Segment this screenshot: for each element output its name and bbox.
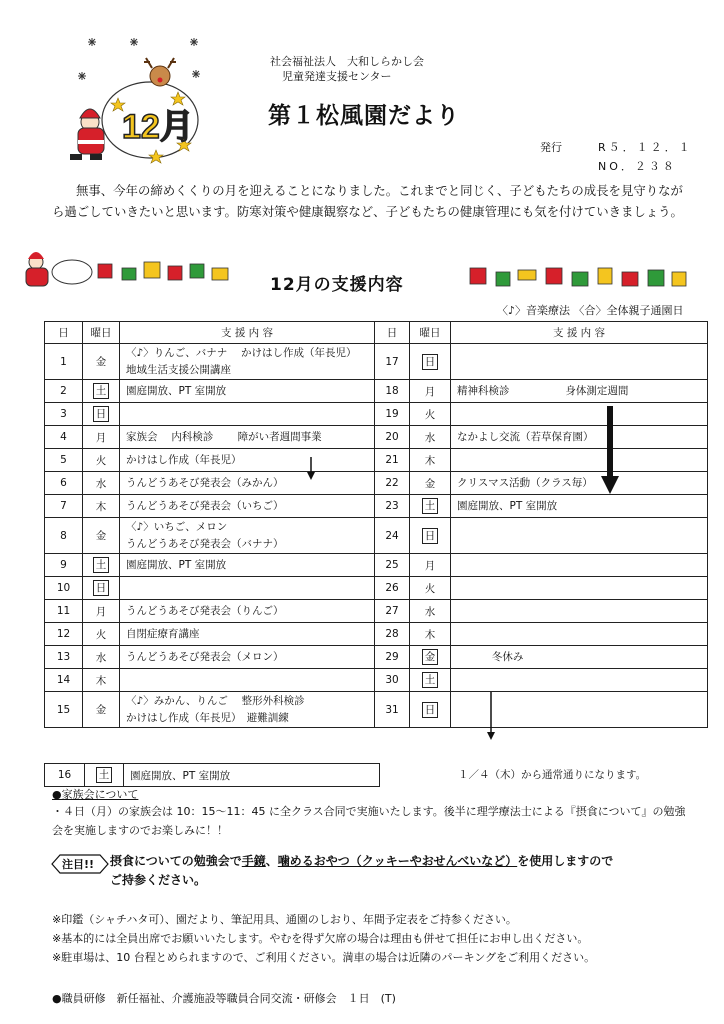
page-title: 第１松風園だより xyxy=(268,103,460,129)
weekday-cell xyxy=(83,600,120,623)
weekday-value: 木 xyxy=(424,628,436,641)
day-cell: 3 xyxy=(45,403,83,426)
weekday-value: 月 xyxy=(424,559,436,572)
snowflake-icon xyxy=(78,38,200,80)
content-cell xyxy=(120,495,375,518)
attention-snacks: 噛めるおやつ（クッキーやおせんべいなど） xyxy=(277,854,518,868)
content-line: 〈♪〉いちご、メロン xyxy=(126,520,228,533)
attention-part: 摂食についての勉強会で xyxy=(110,854,242,868)
weekday-cell xyxy=(410,692,451,728)
attention-line-2: ご持参ください。 xyxy=(110,873,207,887)
weekday-cell xyxy=(410,380,451,403)
santa-icon xyxy=(70,109,104,160)
weekday-value: 日 xyxy=(422,528,439,544)
content-line: かけはし作成（年長児） 避難訓練 xyxy=(126,711,289,724)
weekday-value: 月 xyxy=(424,385,436,398)
table-row xyxy=(45,344,708,380)
attention-text xyxy=(110,852,613,890)
staff-training: ●職員研修 新任福祉、介護施設等職員合同交流・研修会 １日 (T) xyxy=(52,992,396,1005)
content-cell: 冬休み xyxy=(451,646,708,669)
content-line: かけはし作成（年長児） xyxy=(126,453,242,466)
weekday-cell xyxy=(410,518,451,554)
day-cell: 5 xyxy=(45,449,83,472)
content-cell xyxy=(451,692,708,728)
day-cell: 19 xyxy=(375,403,410,426)
weekday-cell xyxy=(83,344,120,380)
content-cell xyxy=(120,380,375,403)
issue-date: R５．１２．１ xyxy=(598,141,693,154)
table-row xyxy=(45,426,708,449)
gift-icon xyxy=(470,268,686,286)
day-cell: 9 xyxy=(45,554,83,577)
weekday-cell xyxy=(83,449,120,472)
attention-part: を使用しますので xyxy=(517,854,614,868)
table-row xyxy=(45,577,708,600)
attention-badge-label: 注目!! xyxy=(62,858,95,871)
weekday-value: 日 xyxy=(422,702,439,718)
content-cell xyxy=(120,577,375,600)
content-line: うんどうあそび発表会（いちご） xyxy=(126,499,284,512)
weekday-cell xyxy=(83,495,120,518)
weekday-cell xyxy=(410,600,451,623)
day-cell: 27 xyxy=(375,600,410,623)
header-weekday: 曜日 xyxy=(83,322,120,344)
table-row xyxy=(45,380,708,403)
table-row xyxy=(45,472,708,495)
content-cell xyxy=(120,344,375,380)
weekday-value: 水 xyxy=(95,651,107,664)
day-cell: 18 xyxy=(375,380,410,403)
weekday-value: 水 xyxy=(424,431,436,444)
weekday-cell xyxy=(83,472,120,495)
content-line: 家族会 内科検診 障がい者週間事業 xyxy=(126,430,322,443)
content-line: 園庭開放、PT 室開放 xyxy=(126,384,227,397)
content-cell xyxy=(120,403,375,426)
content-cell xyxy=(120,623,375,646)
day-cell: 11 xyxy=(45,600,83,623)
weekday-value: 日 xyxy=(422,354,439,370)
weekday-value: 月 xyxy=(95,605,107,618)
weekday-value: 火 xyxy=(424,408,436,421)
content-line: 自閉症療育講座 xyxy=(126,627,200,640)
day-cell: 6 xyxy=(45,472,83,495)
day-cell: 30 xyxy=(375,669,410,692)
weekday-cell xyxy=(410,472,451,495)
content-line: うんどうあそび発表会（りんご） xyxy=(126,604,284,617)
content-cell xyxy=(451,403,708,426)
content-cell xyxy=(120,600,375,623)
weekday-value: 金 xyxy=(424,477,436,490)
content-line: 地域生活支援公開講座 xyxy=(126,363,231,376)
day-cell: 15 xyxy=(45,692,83,728)
day-cell: 20 xyxy=(375,426,410,449)
day-cell: 24 xyxy=(375,518,410,554)
weekday-value: 土 xyxy=(96,767,113,783)
weekday-value: 日 xyxy=(93,580,110,596)
content-cell xyxy=(451,344,708,380)
content-cell xyxy=(451,577,708,600)
weekday-value: 金 xyxy=(422,649,439,665)
weekday-value: 火 xyxy=(95,628,107,641)
content-cell xyxy=(120,518,375,554)
schedule-row-16 xyxy=(44,763,380,787)
weekday-cell xyxy=(410,403,451,426)
weekday-value: 土 xyxy=(422,672,439,688)
issue-label: 発行 xyxy=(540,141,562,154)
weekday-cell xyxy=(83,669,120,692)
weekday-value: 金 xyxy=(95,530,107,542)
santa-icon xyxy=(26,252,48,286)
weekday-cell xyxy=(83,426,120,449)
table-row xyxy=(45,518,708,554)
day-cell: 1 xyxy=(45,344,83,380)
weekday-cell xyxy=(83,577,120,600)
weekday-cell xyxy=(410,646,451,669)
weekday-value: 金 xyxy=(95,704,107,716)
content-cell xyxy=(120,449,375,472)
weekday-value: 月 xyxy=(95,431,107,444)
header-weekday-2: 曜日 xyxy=(410,322,451,344)
table-row xyxy=(45,403,708,426)
weekday-cell xyxy=(410,554,451,577)
content-cell: なかよし交流（若草保育園） xyxy=(451,426,708,449)
table-row xyxy=(45,449,708,472)
gift-icon xyxy=(98,262,228,280)
day-cell: 17 xyxy=(375,344,410,380)
weekday-cell xyxy=(410,344,451,380)
weekday-value: 火 xyxy=(424,582,436,595)
weekday-value: 水 xyxy=(95,477,107,490)
content-cell xyxy=(120,472,375,495)
weekday-cell xyxy=(410,577,451,600)
content-cell xyxy=(451,554,708,577)
weekday-value: 金 xyxy=(95,356,107,368)
weekday-value: 日 xyxy=(93,406,110,422)
weekday-value: 木 xyxy=(95,674,107,687)
content-cell xyxy=(451,600,708,623)
day-cell: 16 xyxy=(45,764,85,787)
weekday-value: 木 xyxy=(95,500,107,513)
content-cell xyxy=(120,669,375,692)
day-cell: 26 xyxy=(375,577,410,600)
day-cell: 12 xyxy=(45,623,83,646)
family-meeting-heading: ●家族会について xyxy=(52,788,139,801)
weekday-cell xyxy=(83,403,120,426)
weekday-value: 水 xyxy=(424,605,436,618)
december-illustration xyxy=(60,28,210,168)
attention-hand-mirror: 手鏡 xyxy=(241,854,266,868)
weekday-value: 木 xyxy=(424,454,436,467)
weekday-cell xyxy=(83,646,120,669)
content-line: うんどうあそび発表会（メロン） xyxy=(126,650,284,663)
day-cell: 28 xyxy=(375,623,410,646)
issue-number: NO．２３８ xyxy=(598,160,677,173)
table-row xyxy=(45,495,708,518)
gift-sack xyxy=(52,260,92,284)
weekday-cell xyxy=(410,495,451,518)
day-cell: 13 xyxy=(45,646,83,669)
org-line-1: 社会福祉法人 大和しらかし会 xyxy=(270,55,424,68)
gifts-banner-right xyxy=(466,262,696,296)
table-row xyxy=(45,646,708,669)
day-cell: 29 xyxy=(375,646,410,669)
org-line-2: 児童発達支援センター xyxy=(282,70,392,83)
weekday-cell xyxy=(410,426,451,449)
content-cell xyxy=(120,426,375,449)
note-item: ※基本的には全員出席でお願いいたします。やむを得ず欠席の場合は理由も併せて担任にお申し出ください。 xyxy=(52,932,589,945)
table-row xyxy=(45,623,708,646)
table-row xyxy=(45,554,708,577)
header-day: 日 xyxy=(45,322,83,344)
day-cell: 31 xyxy=(375,692,410,728)
table-row xyxy=(45,692,708,728)
attention-part: 、 xyxy=(265,854,278,868)
weekday-value: 土 xyxy=(93,383,110,399)
month-badge: 12月 xyxy=(122,108,194,146)
content-cell xyxy=(451,449,708,472)
schedule-table xyxy=(44,321,708,728)
organization-block xyxy=(270,54,424,84)
day-cell: 22 xyxy=(375,472,410,495)
content-line: うんどうあそび発表会（バナナ） xyxy=(126,537,284,550)
day-cell: 23 xyxy=(375,495,410,518)
weekday-cell xyxy=(83,554,120,577)
day-cell: 2 xyxy=(45,380,83,403)
content-cell xyxy=(451,623,708,646)
header-day-2: 日 xyxy=(375,322,410,344)
day-cell: 25 xyxy=(375,554,410,577)
content-cell xyxy=(120,646,375,669)
notes-list xyxy=(52,910,595,967)
note-item: ※駐車場は、10 台程とめられますので、ご利用ください。満車の場合は近隣のパーキングをご利用ください。 xyxy=(52,951,596,964)
content-cell xyxy=(120,554,375,577)
legend: 〈♪〉音楽療法 〈合〉全体親子通園日 xyxy=(497,304,684,317)
content-cell xyxy=(451,669,708,692)
day-cell: 8 xyxy=(45,518,83,554)
content-line: 〈♪〉りんご、バナナ かけはし作成（年長児） xyxy=(126,346,357,359)
family-meeting-body: ・４日（月）の家族会は 10：15～11：45 に全クラス合同で実施いたします。後半に理学療法士による『摂食について』の勉強会を実施しますのでお楽しみに！！ xyxy=(52,805,686,837)
content-cell: 園庭開放、PT 室開放 xyxy=(124,764,380,787)
day-cell: 4 xyxy=(45,426,83,449)
issue-info xyxy=(540,138,693,176)
content-line: 〈♪〉みかん、りんご 整形外科検診 xyxy=(126,694,305,707)
content-line: うんどうあそび発表会（みかん） xyxy=(126,476,284,489)
weekday-value: 土 xyxy=(93,557,110,573)
weekday-cell xyxy=(83,380,120,403)
content-cell: クリスマス活動（クラス毎） xyxy=(451,472,708,495)
weekday-cell xyxy=(85,764,124,787)
weekday-cell xyxy=(410,669,451,692)
weekday-cell xyxy=(83,692,120,728)
weekday-value: 土 xyxy=(422,498,439,514)
day-cell: 7 xyxy=(45,495,83,518)
content-cell xyxy=(451,518,708,554)
intro-paragraph: 無事、今年の締めくくりの月を迎えることになりました。これまでと同じく、子どもたちの成長を見守りながら過ごしていきたいと思います。防寒対策や健康観察など、子どもたちの健康管理にも気を付けていきましょう。 xyxy=(52,183,683,219)
weekday-cell xyxy=(410,449,451,472)
content-cell xyxy=(120,692,375,728)
table-row xyxy=(45,669,708,692)
day-cell: 10 xyxy=(45,577,83,600)
content-cell: 精神科検診 身体測定週間 xyxy=(451,380,708,403)
section-title: 12月の支援内容 xyxy=(270,275,404,295)
santa-gifts-banner-left xyxy=(14,248,244,292)
content-cell: 園庭開放、PT 室開放 xyxy=(451,495,708,518)
back-to-school-note: １／４（木）から通常通りになります。 xyxy=(458,769,647,781)
header-content: 支 援 内 容 xyxy=(120,322,375,344)
table-row xyxy=(45,600,708,623)
table-header-row xyxy=(45,322,708,344)
day-cell: 14 xyxy=(45,669,83,692)
weekday-cell xyxy=(83,518,120,554)
weekday-cell xyxy=(83,623,120,646)
weekday-cell xyxy=(410,623,451,646)
weekday-value: 火 xyxy=(95,454,107,467)
header-content-2: 支 援 内 容 xyxy=(451,322,708,344)
day-cell: 21 xyxy=(375,449,410,472)
content-line: 園庭開放、PT 室開放 xyxy=(126,558,227,571)
note-item: ※印鑑（シャチハタ可）、園だより、筆記用具、通園のしおり、年間予定表をご持参ください。 xyxy=(52,913,517,926)
